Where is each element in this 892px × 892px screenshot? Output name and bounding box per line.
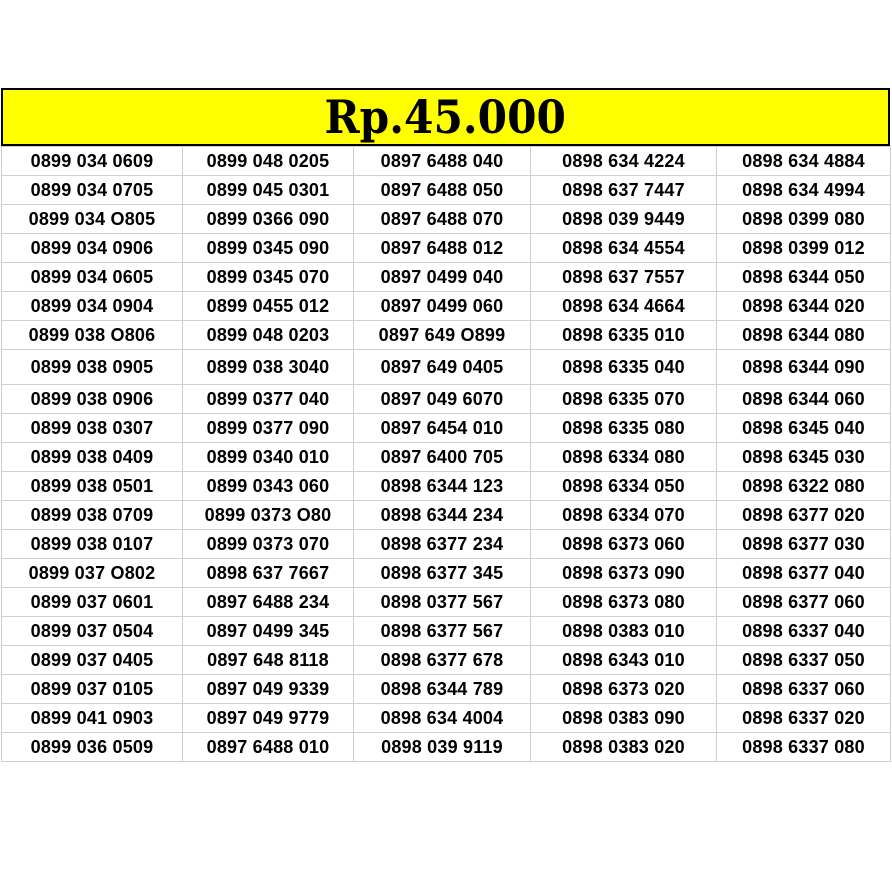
phone-number-cell: 0898 637 7557 xyxy=(531,263,717,292)
table-row xyxy=(2,263,891,292)
phone-number-cell: 0899 0340 010 xyxy=(183,443,354,472)
table-row xyxy=(2,472,891,501)
table-row xyxy=(2,234,891,263)
phone-number-cell: 0899 038 0709 xyxy=(2,501,183,530)
table-row xyxy=(2,617,891,646)
phone-number-cell: 0897 049 9339 xyxy=(183,675,354,704)
table-row xyxy=(2,646,891,675)
phone-number-cell: 0899 048 0203 xyxy=(183,321,354,350)
table-row xyxy=(2,176,891,205)
phone-number-cell: 0898 6344 060 xyxy=(717,385,891,414)
phone-number-cell: 0898 039 9119 xyxy=(354,733,531,762)
phone-number-cell: 0897 649 O899 xyxy=(354,321,531,350)
table-row xyxy=(2,350,891,385)
phone-number-cell: 0897 0499 060 xyxy=(354,292,531,321)
phone-number-cell: 0898 634 4994 xyxy=(717,176,891,205)
phone-number-cell: 0898 634 4664 xyxy=(531,292,717,321)
phone-number-cell: 0899 037 O802 xyxy=(2,559,183,588)
phone-number-cell: 0897 6488 040 xyxy=(354,147,531,176)
phone-number-cell: 0899 038 3040 xyxy=(183,350,354,385)
phone-number-cell: 0898 6344 123 xyxy=(354,472,531,501)
phone-number-cell: 0898 0399 012 xyxy=(717,234,891,263)
phone-number-cell: 0897 049 9779 xyxy=(183,704,354,733)
phone-number-cell: 0898 6344 080 xyxy=(717,321,891,350)
phone-number-cell: 0898 6377 040 xyxy=(717,559,891,588)
phone-number-cell: 0898 6337 050 xyxy=(717,646,891,675)
phone-number-cell: 0899 038 0501 xyxy=(2,472,183,501)
phone-number-cell: 0899 0366 090 xyxy=(183,205,354,234)
phone-number-cell: 0899 034 0906 xyxy=(2,234,183,263)
number-table-body xyxy=(2,147,891,762)
price-banner-text: Rp.45.000 xyxy=(324,90,567,144)
number-table xyxy=(1,146,891,762)
phone-number-cell: 0898 6334 070 xyxy=(531,501,717,530)
table-row xyxy=(2,205,891,234)
phone-number-cell: 0898 634 4884 xyxy=(717,147,891,176)
phone-number-cell: 0897 6454 010 xyxy=(354,414,531,443)
phone-number-cell: 0897 6488 234 xyxy=(183,588,354,617)
phone-number-cell: 0898 6373 060 xyxy=(531,530,717,559)
table-row xyxy=(2,501,891,530)
phone-number-cell: 0899 037 0405 xyxy=(2,646,183,675)
phone-number-cell: 0898 0399 080 xyxy=(717,205,891,234)
phone-number-cell: 0899 038 0409 xyxy=(2,443,183,472)
phone-number-cell: 0898 6344 090 xyxy=(717,350,891,385)
phone-number-cell: 0898 637 7447 xyxy=(531,176,717,205)
table-row xyxy=(2,733,891,762)
phone-number-cell: 0898 6337 080 xyxy=(717,733,891,762)
phone-number-cell: 0899 041 0903 xyxy=(2,704,183,733)
phone-number-cell: 0898 6377 678 xyxy=(354,646,531,675)
phone-number-cell: 0899 034 0904 xyxy=(2,292,183,321)
table-row xyxy=(2,292,891,321)
phone-number-cell: 0898 0383 010 xyxy=(531,617,717,646)
phone-number-cell: 0899 038 0906 xyxy=(2,385,183,414)
phone-number-cell: 0898 0377 567 xyxy=(354,588,531,617)
phone-number-cell: 0899 038 O806 xyxy=(2,321,183,350)
table-row xyxy=(2,414,891,443)
phone-number-cell: 0898 6345 040 xyxy=(717,414,891,443)
phone-number-cell: 0898 0383 020 xyxy=(531,733,717,762)
table-row xyxy=(2,147,891,176)
phone-number-cell: 0898 6344 234 xyxy=(354,501,531,530)
phone-number-cell: 0899 037 0601 xyxy=(2,588,183,617)
phone-number-cell: 0898 634 4004 xyxy=(354,704,531,733)
price-banner xyxy=(1,88,890,146)
table-row xyxy=(2,588,891,617)
phone-number-cell: 0898 6337 040 xyxy=(717,617,891,646)
phone-number-cell: 0897 0499 040 xyxy=(354,263,531,292)
phone-number-cell: 0897 648 8118 xyxy=(183,646,354,675)
phone-number-cell: 0898 6344 020 xyxy=(717,292,891,321)
phone-number-cell: 0897 049 6070 xyxy=(354,385,531,414)
phone-number-cell: 0898 6335 040 xyxy=(531,350,717,385)
phone-number-cell: 0899 036 0509 xyxy=(2,733,183,762)
phone-number-cell: 0899 037 0504 xyxy=(2,617,183,646)
phone-number-cell: 0899 0377 090 xyxy=(183,414,354,443)
phone-number-cell: 0899 0345 070 xyxy=(183,263,354,292)
table-row xyxy=(2,530,891,559)
phone-number-cell: 0899 038 0905 xyxy=(2,350,183,385)
phone-number-cell: 0898 6373 080 xyxy=(531,588,717,617)
phone-number-cell: 0899 034 O805 xyxy=(2,205,183,234)
table-row xyxy=(2,321,891,350)
phone-number-cell: 0898 637 7667 xyxy=(183,559,354,588)
phone-number-cell: 0898 6343 010 xyxy=(531,646,717,675)
phone-number-cell: 0898 6377 567 xyxy=(354,617,531,646)
table-row xyxy=(2,559,891,588)
phone-number-cell: 0898 6335 070 xyxy=(531,385,717,414)
phone-number-cell: 0899 0377 040 xyxy=(183,385,354,414)
phone-number-cell: 0899 038 0107 xyxy=(2,530,183,559)
phone-number-cell: 0898 6377 345 xyxy=(354,559,531,588)
phone-number-cell: 0898 6322 080 xyxy=(717,472,891,501)
phone-number-cell: 0898 6377 020 xyxy=(717,501,891,530)
phone-number-cell: 0898 6337 060 xyxy=(717,675,891,704)
phone-number-cell: 0898 6334 080 xyxy=(531,443,717,472)
phone-number-cell: 0898 6377 234 xyxy=(354,530,531,559)
table-row xyxy=(2,675,891,704)
price-sheet xyxy=(1,88,890,762)
phone-number-cell: 0899 0373 O80 xyxy=(183,501,354,530)
phone-number-cell: 0899 034 0705 xyxy=(2,176,183,205)
phone-number-cell: 0898 634 4554 xyxy=(531,234,717,263)
phone-number-cell: 0898 6377 030 xyxy=(717,530,891,559)
phone-number-cell: 0899 0345 090 xyxy=(183,234,354,263)
phone-number-cell: 0899 034 0609 xyxy=(2,147,183,176)
phone-number-cell: 0898 634 4224 xyxy=(531,147,717,176)
phone-number-cell: 0899 037 0105 xyxy=(2,675,183,704)
phone-number-cell: 0897 6488 010 xyxy=(183,733,354,762)
phone-number-cell: 0898 6337 020 xyxy=(717,704,891,733)
phone-number-cell: 0898 6334 050 xyxy=(531,472,717,501)
phone-number-cell: 0897 6488 012 xyxy=(354,234,531,263)
phone-number-cell: 0899 0455 012 xyxy=(183,292,354,321)
phone-number-cell: 0899 034 0605 xyxy=(2,263,183,292)
phone-number-cell: 0899 048 0205 xyxy=(183,147,354,176)
phone-number-cell: 0898 6344 789 xyxy=(354,675,531,704)
phone-number-cell: 0897 0499 345 xyxy=(183,617,354,646)
phone-number-cell: 0898 6373 020 xyxy=(531,675,717,704)
phone-number-cell: 0899 038 0307 xyxy=(2,414,183,443)
phone-number-cell: 0898 6344 050 xyxy=(717,263,891,292)
phone-number-cell: 0898 6373 090 xyxy=(531,559,717,588)
phone-number-cell: 0898 6335 080 xyxy=(531,414,717,443)
phone-number-cell: 0898 6345 030 xyxy=(717,443,891,472)
phone-number-cell: 0897 6400 705 xyxy=(354,443,531,472)
table-row xyxy=(2,443,891,472)
phone-number-cell: 0898 039 9449 xyxy=(531,205,717,234)
phone-number-cell: 0897 649 0405 xyxy=(354,350,531,385)
phone-number-cell: 0898 0383 090 xyxy=(531,704,717,733)
phone-number-cell: 0899 045 0301 xyxy=(183,176,354,205)
table-row xyxy=(2,704,891,733)
phone-number-cell: 0897 6488 050 xyxy=(354,176,531,205)
phone-number-cell: 0899 0373 070 xyxy=(183,530,354,559)
table-row xyxy=(2,385,891,414)
phone-number-cell: 0899 0343 060 xyxy=(183,472,354,501)
phone-number-cell: 0898 6377 060 xyxy=(717,588,891,617)
phone-number-cell: 0898 6335 010 xyxy=(531,321,717,350)
phone-number-cell: 0897 6488 070 xyxy=(354,205,531,234)
